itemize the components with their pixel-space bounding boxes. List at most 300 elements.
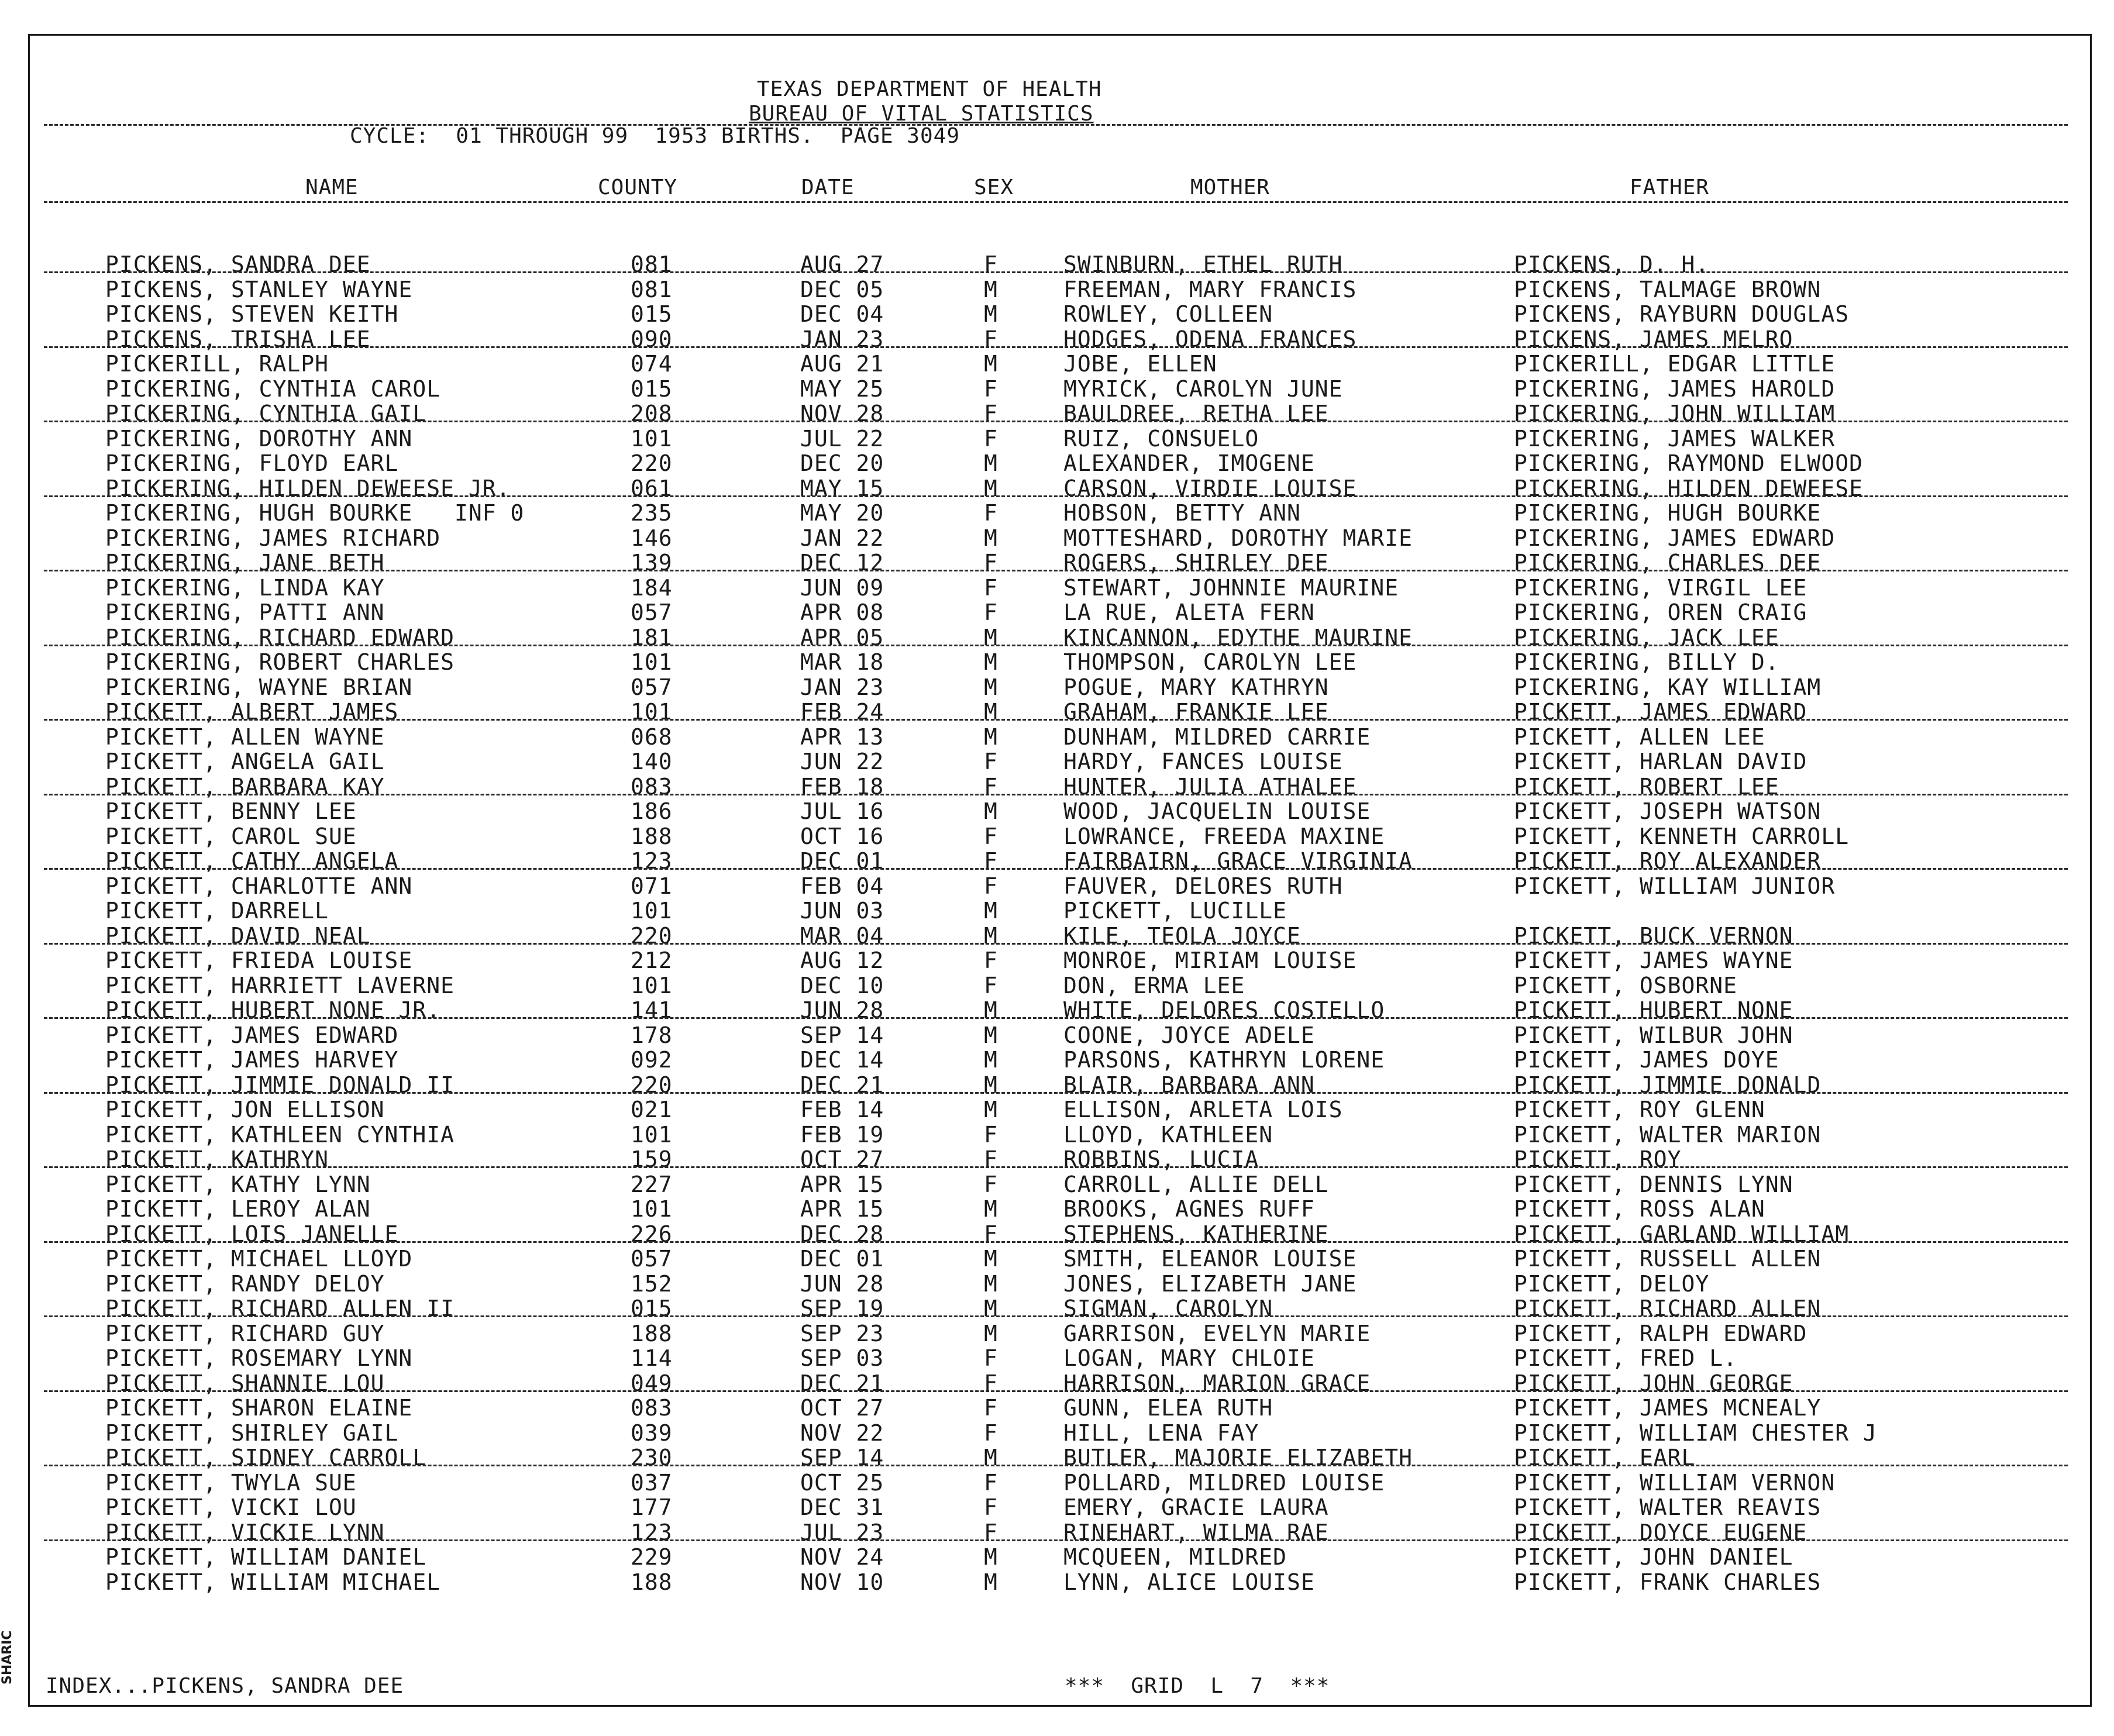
record-mother: ELLISON, ARLETA LOIS — [1063, 1097, 1343, 1122]
record-father: PICKERING, JACK LEE — [1514, 624, 1779, 650]
record-row — [0, 1494, 2114, 1519]
record-row — [0, 1022, 2114, 1047]
column-header-date: DATE — [801, 175, 855, 199]
record-father: PICKETT, KENNETH CARROLL — [1514, 823, 1850, 849]
record-name: PICKETT, RICHARD ALLEN II — [105, 1296, 455, 1321]
record-father: PICKERILL, EDGAR LITTLE — [1514, 351, 1836, 377]
row-group-rule — [44, 346, 2068, 348]
index-footer: INDEX...PICKENS, SANDRA DEE — [46, 1674, 404, 1698]
record-father: PICKERING, CHARLES DEE — [1514, 550, 1822, 576]
record-row — [0, 301, 2114, 326]
record-date: MAR 18 — [800, 649, 884, 675]
record-name: PICKETT, CHARLOTTE ANN — [105, 873, 413, 899]
record-row — [0, 948, 2114, 972]
record-county: 235 — [631, 500, 673, 526]
record-county: 141 — [631, 997, 673, 1023]
record-county: 123 — [631, 848, 673, 874]
record-father: PICKETT, WILLIAM CHESTER J — [1514, 1420, 1877, 1446]
record-father: PICKERING, HUGH BOURKE — [1514, 500, 1822, 526]
record-name: PICKETT, VICKI LOU — [105, 1494, 357, 1520]
record-sex: F — [984, 972, 998, 998]
record-sex: F — [984, 1221, 998, 1247]
record-mother: MYRICK, CAROLYN JUNE — [1063, 376, 1343, 402]
record-row — [0, 450, 2114, 475]
record-date: DEC 01 — [800, 1246, 884, 1272]
record-date: JAN 23 — [800, 674, 884, 700]
record-sex: M — [984, 1320, 998, 1346]
record-date: JUL 23 — [800, 1519, 884, 1545]
record-row — [0, 252, 2114, 276]
record-mother: LA RUE, ALETA FERN — [1063, 600, 1315, 625]
record-mother: HILL, LENA FAY — [1063, 1420, 1259, 1446]
record-county: 083 — [631, 773, 673, 800]
record-name: PICKETT, SHANNIE LOU — [105, 1370, 385, 1396]
record-row — [0, 1445, 2114, 1469]
record-name: PICKETT, TWYLA SUE — [105, 1469, 357, 1496]
record-mother: HUNTER, JULIA ATHALEE — [1063, 773, 1357, 800]
record-mother: COONE, JOYCE ADELE — [1063, 1022, 1315, 1048]
record-county: 220 — [631, 1072, 673, 1098]
record-date: JUN 09 — [800, 574, 884, 601]
record-date: JUN 28 — [800, 1270, 884, 1297]
record-county: 057 — [631, 674, 673, 700]
record-father: PICKETT, ROBERT LEE — [1514, 773, 1779, 800]
record-row — [0, 1146, 2114, 1171]
record-mother: FAUVER, DELORES RUTH — [1063, 873, 1343, 899]
record-father: PICKETT, DENNIS LYNN — [1514, 1171, 1793, 1197]
row-group-rule — [44, 794, 2068, 795]
record-date: SEP 14 — [800, 1022, 884, 1048]
record-sex: M — [984, 1047, 998, 1073]
record-sex: M — [984, 1022, 998, 1048]
record-date: NOV 10 — [800, 1569, 884, 1595]
record-name: PICKETT, ROSEMARY LYNN — [105, 1345, 413, 1371]
record-name: PICKETT, HUBERT NONE JR. — [105, 997, 441, 1023]
record-name: PICKERING, LINDA KAY — [105, 574, 385, 601]
record-name: PICKERING, CYNTHIA CAROL — [105, 376, 441, 402]
record-row — [0, 500, 2114, 525]
record-mother: LYNN, ALICE LOUISE — [1063, 1569, 1315, 1595]
record-sex: M — [984, 450, 998, 476]
record-name: PICKERING, WAYNE BRIAN — [105, 674, 413, 700]
record-row — [0, 674, 2114, 699]
record-name: PICKETT, SHARON ELAINE — [105, 1395, 413, 1421]
record-date: NOV 28 — [800, 401, 884, 426]
record-name: PICKETT, WILLIAM MICHAEL — [105, 1569, 441, 1595]
record-county: 081 — [631, 252, 673, 277]
record-county: 229 — [631, 1544, 673, 1570]
record-row — [0, 1296, 2114, 1320]
record-date: JUL 16 — [800, 798, 884, 824]
record-sex: M — [984, 997, 998, 1023]
record-county: 226 — [631, 1221, 673, 1247]
record-father: PICKETT, EARL — [1514, 1445, 1696, 1470]
record-county: 057 — [631, 1246, 673, 1272]
record-row — [0, 724, 2114, 749]
record-father: PICKETT, JOHN GEORGE — [1514, 1370, 1793, 1396]
record-sex: F — [984, 401, 998, 426]
record-mother: CARSON, VIRDIE LOUISE — [1063, 475, 1357, 501]
record-sex: F — [984, 1121, 998, 1148]
record-name: PICKETT, DAVID NEAL — [105, 922, 371, 949]
record-sex: M — [984, 1445, 998, 1470]
row-group-rule — [44, 1166, 2068, 1168]
record-sex: F — [984, 1370, 998, 1396]
record-name: PICKENS, STEVEN KEITH — [105, 301, 399, 327]
record-row — [0, 426, 2114, 450]
record-row — [0, 1544, 2114, 1569]
record-mother: HODGES, ODENA FRANCES — [1063, 326, 1357, 352]
record-sex: M — [984, 898, 998, 924]
record-mother: STEWART, JOHNNIE MAURINE — [1063, 574, 1399, 601]
record-county: 181 — [631, 624, 673, 650]
record-county: 101 — [631, 649, 673, 675]
record-sex: M — [984, 351, 998, 377]
record-county: 015 — [631, 301, 673, 327]
record-row — [0, 798, 2114, 823]
record-date: MAY 20 — [800, 500, 884, 526]
record-father: PICKETT, JAMES WAYNE — [1514, 948, 1793, 973]
record-name: PICKETT, JIMMIE DONALD II — [105, 1072, 455, 1098]
record-father: PICKETT, JAMES EDWARD — [1514, 699, 1807, 725]
header-subtitle: BUREAU OF VITAL STATISTICS — [749, 102, 1094, 126]
record-name: PICKETT, JAMES HARVEY — [105, 1047, 399, 1073]
record-name: PICKETT, BENNY LEE — [105, 798, 357, 824]
row-group-rule — [44, 645, 2068, 646]
record-date: SEP 03 — [800, 1345, 884, 1371]
record-date: DEC 21 — [800, 1370, 884, 1396]
record-name: PICKERING, ROBERT CHARLES — [105, 649, 455, 675]
record-name: PICKETT, KATHRYN — [105, 1146, 329, 1172]
record-county: 184 — [631, 574, 673, 601]
record-father: PICKETT, WILBUR JOHN — [1514, 1022, 1793, 1048]
record-father: PICKETT, JIMMIE DONALD — [1514, 1072, 1822, 1098]
record-date: DEC 14 — [800, 1047, 884, 1073]
record-mother: MCQUEEN, MILDRED — [1063, 1544, 1287, 1570]
record-date: NOV 22 — [800, 1420, 884, 1446]
record-row — [0, 873, 2114, 898]
record-county: 208 — [631, 401, 673, 426]
record-mother: ROBBINS, LUCIA — [1063, 1146, 1259, 1172]
record-name: PICKERING, RICHARD EDWARD — [105, 624, 455, 650]
row-group-rule — [44, 1017, 2068, 1019]
record-mother: HARDY, FANCES LOUISE — [1063, 749, 1343, 774]
record-father: PICKERING, BILLY D. — [1514, 649, 1779, 675]
record-sex: M — [984, 1072, 998, 1098]
record-row — [0, 1520, 2114, 1544]
record-name: PICKERING, HUGH BOURKE INF 0 — [105, 500, 525, 526]
record-name: PICKETT, HARRIETT LAVERNE — [105, 972, 455, 998]
record-row — [0, 824, 2114, 848]
record-mother: BROOKS, AGNES RUFF — [1063, 1196, 1315, 1222]
record-county: 227 — [631, 1171, 673, 1197]
record-sex: F — [984, 873, 998, 899]
record-mother: SIGMAN, CAROLYN — [1063, 1296, 1273, 1321]
column-header-sex: SEX — [974, 175, 1014, 199]
record-name: PICKETT, WILLIAM DANIEL — [105, 1544, 427, 1570]
record-mother: GARRISON, EVELYN MARIE — [1063, 1320, 1371, 1346]
record-date: AUG 21 — [800, 351, 884, 377]
record-father: PICKETT, WILLIAM JUNIOR — [1514, 873, 1836, 899]
record-date: JUN 03 — [800, 898, 884, 924]
record-mother: GUNN, ELEA RUTH — [1063, 1395, 1273, 1421]
cycle-line: CYCLE: 01 THROUGH 99 1953 BIRTHS. PAGE 3049 — [350, 124, 960, 148]
record-father: PICKETT, FRANK CHARLES — [1514, 1569, 1822, 1595]
record-mother: FREEMAN, MARY FRANCIS — [1063, 276, 1357, 302]
row-group-rule — [44, 719, 2068, 721]
record-county: 101 — [631, 425, 673, 452]
record-mother: BLAIR, BARBARA ANN — [1063, 1072, 1315, 1098]
record-name: PICKETT, CATHY ANGELA — [105, 848, 399, 874]
record-sex: M — [984, 1097, 998, 1122]
record-date: MAY 25 — [800, 376, 884, 402]
record-date: FEB 19 — [800, 1121, 884, 1148]
record-father: PICKERING, JAMES WALKER — [1514, 425, 1836, 452]
record-name: PICKERING, FLOYD EARL — [105, 450, 399, 476]
record-sex: F — [984, 376, 998, 402]
record-father: PICKETT, WALTER MARION — [1514, 1121, 1822, 1148]
record-mother: ROGERS, SHIRLEY DEE — [1063, 550, 1329, 576]
record-mother: DUNHAM, MILDRED CARRIE — [1063, 724, 1371, 750]
record-row — [0, 898, 2114, 922]
record-sex: F — [984, 1171, 998, 1197]
record-row — [0, 1246, 2114, 1270]
record-county: 039 — [631, 1420, 673, 1446]
record-mother: PICKETT, LUCILLE — [1063, 898, 1287, 924]
record-county: 114 — [631, 1345, 673, 1371]
record-county: 101 — [631, 1121, 673, 1148]
row-group-rule — [44, 570, 2068, 571]
record-row — [0, 1420, 2114, 1445]
record-name: PICKETT, RICHARD GUY — [105, 1320, 385, 1346]
record-mother: CARROLL, ALLIE DELL — [1063, 1171, 1329, 1197]
record-name: PICKERING, HILDEN DEWEESE JR. — [105, 475, 511, 501]
record-mother: HOBSON, BETTY ANN — [1063, 500, 1301, 526]
record-sex: F — [984, 326, 998, 352]
record-county: 220 — [631, 450, 673, 476]
record-county: 146 — [631, 525, 673, 551]
record-row — [0, 699, 2114, 724]
record-row — [0, 1097, 2114, 1121]
record-row — [0, 749, 2114, 773]
record-date: JUN 22 — [800, 749, 884, 774]
record-father: PICKERING, OREN CRAIG — [1514, 600, 1807, 625]
record-mother: POGUE, MARY KATHRYN — [1063, 674, 1329, 700]
record-mother: POLLARD, MILDRED LOUISE — [1063, 1469, 1385, 1496]
record-date: DEC 20 — [800, 450, 884, 476]
record-sex: F — [984, 425, 998, 452]
record-county: 074 — [631, 351, 673, 377]
record-row — [0, 1047, 2114, 1072]
record-sex: M — [984, 798, 998, 824]
record-father: PICKETT, JAMES MCNEALY — [1514, 1395, 1822, 1421]
header-title: TEXAS DEPARTMENT OF HEALTH — [757, 77, 1102, 101]
record-mother: JONES, ELIZABETH JANE — [1063, 1270, 1357, 1297]
record-date: MAY 15 — [800, 475, 884, 501]
record-mother: ROWLEY, COLLEEN — [1063, 301, 1273, 327]
record-sex: F — [984, 773, 998, 800]
record-name: PICKENS, TRISHA LEE — [105, 326, 371, 352]
record-county: 090 — [631, 326, 673, 352]
record-row — [0, 277, 2114, 301]
record-father: PICKERING, VIRGIL LEE — [1514, 574, 1807, 601]
record-row — [0, 1370, 2114, 1395]
record-sex: F — [984, 1420, 998, 1446]
record-name: PICKETT, CAROL SUE — [105, 823, 357, 849]
record-mother: SMITH, ELEANOR LOUISE — [1063, 1246, 1357, 1272]
record-name: PICKETT, LOIS JANELLE — [105, 1221, 399, 1247]
record-row — [0, 1271, 2114, 1296]
record-father: PICKETT, WILLIAM VERNON — [1514, 1469, 1836, 1496]
row-group-rule — [44, 943, 2068, 945]
record-mother: THOMPSON, CAROLYN LEE — [1063, 649, 1357, 675]
record-date: JAN 23 — [800, 326, 884, 352]
record-sex: M — [984, 1569, 998, 1595]
record-row — [0, 401, 2114, 425]
record-date: APR 05 — [800, 624, 884, 650]
record-sex: F — [984, 1146, 998, 1172]
record-mother: WOOD, JACQUELIN LOUISE — [1063, 798, 1371, 824]
record-sex: F — [984, 749, 998, 774]
record-date: OCT 27 — [800, 1395, 884, 1421]
record-name: PICKETT, FRIEDA LOUISE — [105, 948, 413, 973]
record-row — [0, 973, 2114, 997]
record-father: PICKETT, ROY — [1514, 1146, 1682, 1172]
record-father: PICKETT, JAMES DOYE — [1514, 1047, 1779, 1073]
record-date: SEP 14 — [800, 1445, 884, 1470]
record-name: PICKETT, SHIRLEY GAIL — [105, 1420, 399, 1446]
record-date: OCT 16 — [800, 823, 884, 849]
record-county: 140 — [631, 749, 673, 774]
record-county: 071 — [631, 873, 673, 899]
record-date: DEC 10 — [800, 972, 884, 998]
record-mother: BUTLER, MAJORIE ELIZABETH — [1063, 1445, 1413, 1470]
record-row — [0, 376, 2114, 401]
record-father: PICKETT, OSBORNE — [1514, 972, 1738, 998]
record-mother: FAIRBAIRN, GRACE VIRGINIA — [1063, 848, 1413, 874]
record-father: PICKERING, HILDEN DEWEESE — [1514, 475, 1863, 501]
record-sex: M — [984, 1296, 998, 1321]
record-date: NOV 24 — [800, 1544, 884, 1570]
column-header-name: NAME — [305, 175, 359, 199]
record-sex: F — [984, 823, 998, 849]
record-name: PICKERING, JAMES RICHARD — [105, 525, 441, 551]
record-county: 068 — [631, 724, 673, 750]
record-row — [0, 575, 2114, 600]
record-father: PICKETT, ALLEN LEE — [1514, 724, 1765, 750]
record-sex: F — [984, 500, 998, 526]
record-row — [0, 326, 2114, 351]
side-mark: SHARIC — [0, 1630, 15, 1685]
record-sex: M — [984, 525, 998, 551]
record-sex: M — [984, 276, 998, 302]
record-date: AUG 27 — [800, 252, 884, 277]
record-sex: F — [984, 948, 998, 973]
record-row — [0, 1196, 2114, 1221]
record-mother: RINEHART, WILMA RAE — [1063, 1519, 1329, 1545]
record-county: 159 — [631, 1146, 673, 1172]
record-mother: GRAHAM, FRANKIE LEE — [1063, 699, 1329, 725]
record-name: PICKETT, JON ELLISON — [105, 1097, 385, 1122]
record-name: PICKERING, DOROTHY ANN — [105, 425, 413, 452]
record-date: APR 15 — [800, 1171, 884, 1197]
record-name: PICKENS, SANDRA DEE — [105, 252, 371, 277]
record-sex: F — [984, 848, 998, 874]
record-sex: M — [984, 649, 998, 675]
record-sex: M — [984, 1544, 998, 1570]
record-date: APR 13 — [800, 724, 884, 750]
record-sex: F — [984, 600, 998, 625]
record-mother: RUIZ, CONSUELO — [1063, 425, 1259, 452]
record-name: PICKERING, PATTI ANN — [105, 600, 385, 625]
record-name: PICKETT, KATHY LYNN — [105, 1171, 371, 1197]
record-father: PICKENS, D. H. — [1514, 252, 1710, 277]
record-row — [0, 550, 2114, 574]
record-father: PICKENS, JAMES MELRO — [1514, 326, 1793, 352]
record-county: 101 — [631, 972, 673, 998]
record-mother: LOWRANCE, FREEDA MAXINE — [1063, 823, 1385, 849]
record-county: 015 — [631, 1296, 673, 1321]
record-father: PICKERING, JAMES EDWARD — [1514, 525, 1836, 551]
record-sex: F — [984, 1395, 998, 1421]
record-name: PICKETT, ANGELA GAIL — [105, 749, 385, 774]
record-mother: WHITE, DELORES COSTELLO — [1063, 997, 1385, 1023]
record-father: PICKETT, FRED L. — [1514, 1345, 1738, 1371]
record-row — [0, 1172, 2114, 1196]
record-county: 188 — [631, 1569, 673, 1595]
record-date: FEB 04 — [800, 873, 884, 899]
record-row — [0, 1569, 2114, 1594]
record-date: DEC 21 — [800, 1072, 884, 1098]
row-group-rule — [44, 271, 2068, 273]
record-father: PICKETT, DOYCE EUGENE — [1514, 1519, 1807, 1545]
record-row — [0, 1470, 2114, 1494]
record-row — [0, 525, 2114, 550]
record-row — [0, 625, 2114, 649]
record-row — [0, 1345, 2114, 1370]
record-mother: LLOYD, KATHLEEN — [1063, 1121, 1273, 1148]
record-name: PICKETT, JAMES EDWARD — [105, 1022, 399, 1048]
record-county: 212 — [631, 948, 673, 973]
record-county: 015 — [631, 376, 673, 402]
record-date: AUG 12 — [800, 948, 884, 973]
record-county: 188 — [631, 1320, 673, 1346]
record-date: APR 15 — [800, 1196, 884, 1222]
record-county: 101 — [631, 699, 673, 725]
record-county: 139 — [631, 550, 673, 576]
record-father: PICKETT, RUSSELL ALLEN — [1514, 1246, 1822, 1272]
record-name: PICKETT, MICHAEL LLOYD — [105, 1246, 413, 1272]
record-father: PICKETT, RICHARD ALLEN — [1514, 1296, 1822, 1321]
record-mother: SWINBURN, ETHEL RUTH — [1063, 252, 1343, 277]
column-header-rule — [44, 201, 2068, 203]
record-mother: BAULDREE, RETHA LEE — [1063, 401, 1329, 426]
record-row — [0, 774, 2114, 798]
record-date: DEC 28 — [800, 1221, 884, 1247]
record-father: PICKERING, KAY WILLIAM — [1514, 674, 1822, 700]
column-header-mother: MOTHER — [1190, 175, 1271, 199]
record-date: DEC 12 — [800, 550, 884, 576]
record-row — [0, 1072, 2114, 1097]
record-mother: LOGAN, MARY CHLOIE — [1063, 1345, 1315, 1371]
record-row — [0, 1321, 2114, 1345]
record-sex: F — [984, 1494, 998, 1520]
record-father: PICKENS, TALMAGE BROWN — [1514, 276, 1822, 302]
record-sex: F — [984, 252, 998, 277]
record-date: FEB 14 — [800, 1097, 884, 1122]
record-date: JUN 28 — [800, 997, 884, 1023]
record-father: PICKETT, ROY GLENN — [1514, 1097, 1765, 1122]
